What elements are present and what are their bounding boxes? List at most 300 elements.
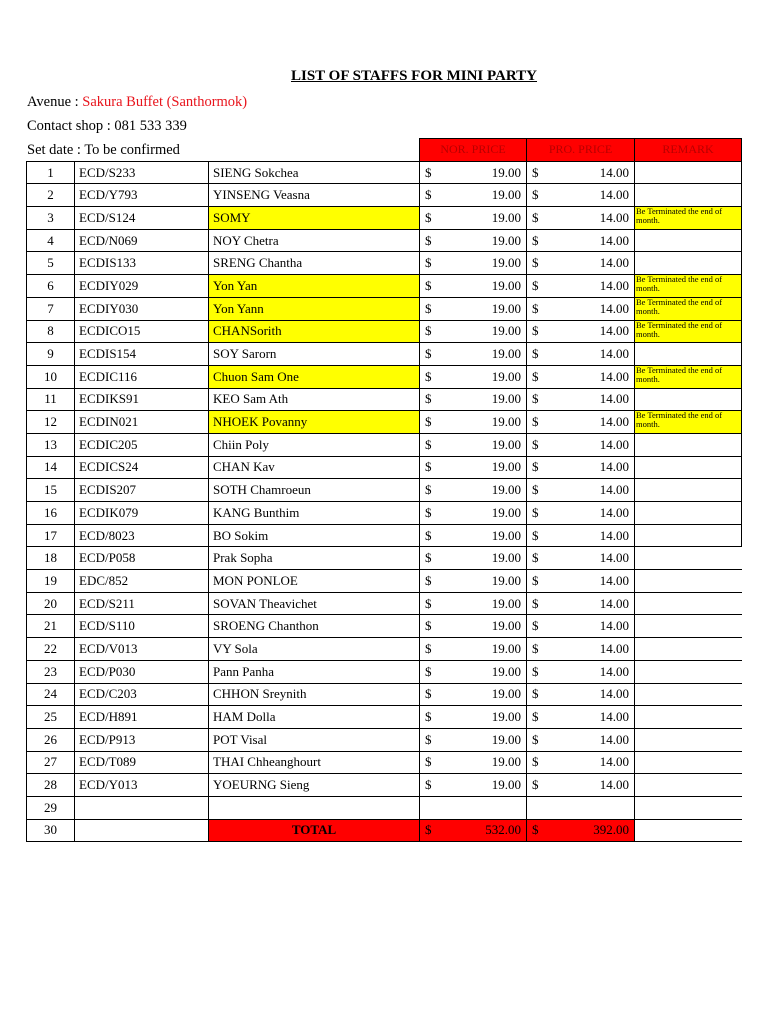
nor-price-cell xyxy=(420,638,527,661)
nor-price-cell xyxy=(420,343,527,366)
remark-cell: Be Terminated the end of month. xyxy=(635,411,742,434)
currency-symbol: $ xyxy=(532,323,539,339)
remark-cell xyxy=(635,706,742,729)
currency-symbol: $ xyxy=(532,187,539,203)
nor-price-cell xyxy=(420,592,527,615)
blank-cell xyxy=(75,139,209,162)
amount: 14.00 xyxy=(599,550,629,566)
amount: 14.00 xyxy=(599,346,629,362)
amount: 392.00 xyxy=(593,822,629,838)
row-number: 26 xyxy=(27,728,75,751)
pro-price-cell xyxy=(527,456,635,479)
amount: 19.00 xyxy=(491,187,521,203)
amount: 19.00 xyxy=(491,323,521,339)
row-number: 1 xyxy=(27,161,75,184)
row-number: 18 xyxy=(27,547,75,570)
staff-code: ECDICS24 xyxy=(75,456,209,479)
remark-cell: Be Terminated the end of month. xyxy=(635,320,742,343)
table-row xyxy=(27,615,742,638)
nor-price-cell xyxy=(420,275,527,298)
staff-code: ECDIS133 xyxy=(75,252,209,275)
currency-symbol: $ xyxy=(532,504,539,520)
currency-symbol: $ xyxy=(425,754,432,770)
amount: 19.00 xyxy=(491,777,521,793)
currency-symbol: $ xyxy=(532,709,539,725)
amount: 19.00 xyxy=(491,663,521,679)
row-number: 22 xyxy=(27,638,75,661)
table-row xyxy=(27,297,742,320)
remark-cell xyxy=(635,388,742,411)
staff-name: SOTH Chamroeun xyxy=(209,479,420,502)
pro-price-cell xyxy=(527,252,635,275)
amount: 14.00 xyxy=(599,709,629,725)
table-row xyxy=(27,592,742,615)
table-row xyxy=(27,479,742,502)
pro-price-cell xyxy=(527,365,635,388)
remark-cell xyxy=(635,592,742,615)
amount: 14.00 xyxy=(599,323,629,339)
table-row xyxy=(27,683,742,706)
table-row xyxy=(27,161,742,184)
row-number: 16 xyxy=(27,502,75,525)
currency-symbol: $ xyxy=(532,686,539,702)
staff-name: KEO Sam Ath xyxy=(209,388,420,411)
pro-price-cell xyxy=(527,502,635,525)
staff-name: NOY Chetra xyxy=(209,229,420,252)
row-number: 29 xyxy=(27,796,75,819)
table-row xyxy=(27,229,742,252)
table-row xyxy=(27,524,742,547)
staff-name: CHAN Kav xyxy=(209,456,420,479)
nor-price-cell xyxy=(420,252,527,275)
currency-symbol: $ xyxy=(425,414,432,430)
nor-price-cell xyxy=(420,297,527,320)
currency-symbol: $ xyxy=(532,595,539,611)
table-row xyxy=(27,320,742,343)
staff-code: ECDICO15 xyxy=(75,320,209,343)
row-number: 19 xyxy=(27,570,75,593)
currency-symbol: $ xyxy=(425,323,432,339)
table-row xyxy=(27,502,742,525)
table-row xyxy=(27,388,742,411)
row-number: 20 xyxy=(27,592,75,615)
currency-symbol: $ xyxy=(532,414,539,430)
row-number: 10 xyxy=(27,365,75,388)
staff-name: Pann Panha xyxy=(209,660,420,683)
remark-cell xyxy=(635,161,742,184)
amount: 14.00 xyxy=(599,164,629,180)
staff-name: NHOEK Povanny xyxy=(209,411,420,434)
total-nor-price xyxy=(420,819,527,842)
table-row xyxy=(27,456,742,479)
pro-price-cell xyxy=(527,751,635,774)
currency-symbol: $ xyxy=(532,255,539,271)
remark-cell xyxy=(635,229,742,252)
table-row xyxy=(27,275,742,298)
staff-code: ECD/H891 xyxy=(75,706,209,729)
staff-name: Chiin Poly xyxy=(209,433,420,456)
remark-cell xyxy=(635,252,742,275)
amount: 19.00 xyxy=(491,572,521,588)
amount: 14.00 xyxy=(599,187,629,203)
row-number: 21 xyxy=(27,615,75,638)
nor-price-cell xyxy=(420,184,527,207)
avenue-line xyxy=(27,94,247,111)
row-number: 4 xyxy=(27,229,75,252)
row-number: 2 xyxy=(27,184,75,207)
table-row xyxy=(27,365,742,388)
currency-symbol: $ xyxy=(532,822,539,838)
currency-symbol: $ xyxy=(532,300,539,316)
remark-cell xyxy=(635,796,742,819)
staff-code: ECD/N069 xyxy=(75,229,209,252)
staff-name: Prak Sopha xyxy=(209,547,420,570)
amount: 19.00 xyxy=(491,482,521,498)
staff-name: SOMY xyxy=(209,207,420,230)
staff-name: VY Sola xyxy=(209,638,420,661)
amount: 19.00 xyxy=(491,164,521,180)
amount: 14.00 xyxy=(599,731,629,747)
staff-name: HAM Dolla xyxy=(209,706,420,729)
staff-code: ECD/S211 xyxy=(75,592,209,615)
staff-code: ECDIY029 xyxy=(75,275,209,298)
remark-cell xyxy=(635,502,742,525)
table-row xyxy=(27,638,742,661)
total-row xyxy=(27,819,742,842)
nor-price-cell xyxy=(420,524,527,547)
pro-price-cell xyxy=(527,706,635,729)
page-title: LIST OF STAFFS FOR MINI PARTY xyxy=(290,68,538,84)
table-row xyxy=(27,774,742,797)
pro-price-cell xyxy=(527,479,635,502)
amount: 19.00 xyxy=(491,391,521,407)
pro-price-cell xyxy=(527,570,635,593)
total-pro-price xyxy=(527,819,635,842)
amount: 19.00 xyxy=(491,595,521,611)
contact-line: Contact shop : 081 533 339 xyxy=(27,118,187,134)
staff-code: ECDIK079 xyxy=(75,502,209,525)
remark-cell xyxy=(635,751,742,774)
currency-symbol: $ xyxy=(425,640,432,656)
currency-symbol: $ xyxy=(425,482,432,498)
remark-cell xyxy=(635,660,742,683)
staff-name: SIENG Sokchea xyxy=(209,161,420,184)
blank-cell xyxy=(27,139,75,162)
pro-price-header: PRO. PRICE xyxy=(527,139,635,162)
table-row xyxy=(27,751,742,774)
row-number: 14 xyxy=(27,456,75,479)
amount: 19.00 xyxy=(491,232,521,248)
row-number: 24 xyxy=(27,683,75,706)
currency-symbol: $ xyxy=(532,731,539,747)
pro-price-cell xyxy=(527,592,635,615)
staff-name: CHANSorith xyxy=(209,320,420,343)
amount: 19.00 xyxy=(491,209,521,225)
currency-symbol: $ xyxy=(532,164,539,180)
row-number: 11 xyxy=(27,388,75,411)
staff-code: ECD/C203 xyxy=(75,683,209,706)
table-row xyxy=(27,207,742,230)
pro-price-cell xyxy=(527,433,635,456)
staff-name: SOVAN Theavichet xyxy=(209,592,420,615)
currency-symbol: $ xyxy=(425,391,432,407)
amount: 19.00 xyxy=(491,550,521,566)
staff-code: ECD/V013 xyxy=(75,638,209,661)
amount: 14.00 xyxy=(599,504,629,520)
pro-price-cell xyxy=(527,297,635,320)
row-number: 25 xyxy=(27,706,75,729)
pro-price-cell xyxy=(527,547,635,570)
amount: 14.00 xyxy=(599,209,629,225)
pro-price-cell xyxy=(527,388,635,411)
currency-symbol: $ xyxy=(425,731,432,747)
remark-cell: Be Terminated the end of month. xyxy=(635,365,742,388)
remark-cell xyxy=(635,570,742,593)
table-row xyxy=(27,796,742,819)
staff-name: THAI Chheanghourt xyxy=(209,751,420,774)
currency-symbol: $ xyxy=(532,618,539,634)
staff-table xyxy=(26,138,742,842)
nor-price-cell xyxy=(420,456,527,479)
amount: 14.00 xyxy=(599,232,629,248)
staff-name: SRENG Chantha xyxy=(209,252,420,275)
amount: 19.00 xyxy=(491,686,521,702)
currency-symbol: $ xyxy=(425,663,432,679)
pro-price-cell xyxy=(527,683,635,706)
currency-symbol: $ xyxy=(425,277,432,293)
amount: 19.00 xyxy=(491,754,521,770)
currency-symbol: $ xyxy=(425,822,432,838)
pro-price-cell xyxy=(527,411,635,434)
staff-name: SROENG Chanthon xyxy=(209,615,420,638)
nor-price-cell xyxy=(420,570,527,593)
row-number: 5 xyxy=(27,252,75,275)
remark-cell xyxy=(635,547,742,570)
row-number: 30 xyxy=(27,819,75,842)
staff-code: ECD/Y793 xyxy=(75,184,209,207)
staff-code: ECDIC116 xyxy=(75,365,209,388)
row-number: 27 xyxy=(27,751,75,774)
staff-code: ECDIN021 xyxy=(75,411,209,434)
staff-name: KANG Bunthim xyxy=(209,502,420,525)
nor-price-cell xyxy=(420,751,527,774)
nor-price-cell xyxy=(420,161,527,184)
table-row xyxy=(27,570,742,593)
table-row xyxy=(27,343,742,366)
pro-price-cell xyxy=(527,229,635,252)
amount: 14.00 xyxy=(599,595,629,611)
amount: 19.00 xyxy=(491,414,521,430)
currency-symbol: $ xyxy=(532,754,539,770)
row-number: 23 xyxy=(27,660,75,683)
amount: 14.00 xyxy=(599,777,629,793)
staff-code: ECD/S233 xyxy=(75,161,209,184)
staff-code: EDC/852 xyxy=(75,570,209,593)
amount: 532.00 xyxy=(485,822,521,838)
pro-price-cell xyxy=(527,524,635,547)
pro-price-cell xyxy=(527,184,635,207)
currency-symbol: $ xyxy=(425,504,432,520)
table-row xyxy=(27,728,742,751)
currency-symbol: $ xyxy=(425,255,432,271)
staff-name: Chuon Sam One xyxy=(209,365,420,388)
pro-price-cell xyxy=(527,728,635,751)
remark-cell: Be Terminated the end of month. xyxy=(635,207,742,230)
currency-symbol: $ xyxy=(425,572,432,588)
amount: 19.00 xyxy=(491,436,521,452)
nor-price-cell xyxy=(420,365,527,388)
table-row xyxy=(27,184,742,207)
staff-code: ECD/P913 xyxy=(75,728,209,751)
currency-symbol: $ xyxy=(425,436,432,452)
pro-price-cell xyxy=(527,207,635,230)
row-number: 17 xyxy=(27,524,75,547)
currency-symbol: $ xyxy=(425,187,432,203)
currency-symbol: $ xyxy=(532,777,539,793)
currency-symbol: $ xyxy=(425,777,432,793)
staff-name: MON PONLOE xyxy=(209,570,420,593)
currency-symbol: $ xyxy=(425,164,432,180)
currency-symbol: $ xyxy=(425,346,432,362)
remark-cell xyxy=(635,479,742,502)
table-row xyxy=(27,706,742,729)
amount: 19.00 xyxy=(491,255,521,271)
currency-symbol: $ xyxy=(425,300,432,316)
staff-code: ECD/8023 xyxy=(75,524,209,547)
row-number: 28 xyxy=(27,774,75,797)
nor-price-cell xyxy=(420,433,527,456)
remark-cell xyxy=(635,524,742,547)
pro-price-cell xyxy=(527,275,635,298)
amount: 14.00 xyxy=(599,255,629,271)
amount: 19.00 xyxy=(491,527,521,543)
currency-symbol: $ xyxy=(425,459,432,475)
avenue-label: Avenue : xyxy=(27,94,83,110)
nor-price-cell xyxy=(420,388,527,411)
remark-cell xyxy=(635,343,742,366)
pro-price-cell xyxy=(527,796,635,819)
currency-symbol: $ xyxy=(532,482,539,498)
row-number: 15 xyxy=(27,479,75,502)
avenue-value: Sakura Buffet (Santhormok) xyxy=(82,94,248,110)
staff-name: Yon Yann xyxy=(209,297,420,320)
row-number: 13 xyxy=(27,433,75,456)
row-number: 8 xyxy=(27,320,75,343)
amount: 14.00 xyxy=(599,459,629,475)
table-row xyxy=(27,660,742,683)
table-row xyxy=(27,433,742,456)
row-number: 9 xyxy=(27,343,75,366)
staff-code: ECD/P030 xyxy=(75,660,209,683)
nor-price-cell xyxy=(420,796,527,819)
currency-symbol: $ xyxy=(532,640,539,656)
blank-cell xyxy=(635,819,742,842)
amount: 14.00 xyxy=(599,482,629,498)
set-date-line: Set date : To be confirmed xyxy=(27,142,180,158)
blank-cell xyxy=(209,139,420,162)
amount: 19.00 xyxy=(491,640,521,656)
currency-symbol: $ xyxy=(532,346,539,362)
remark-cell xyxy=(635,638,742,661)
currency-symbol: $ xyxy=(425,232,432,248)
nor-price-header: NOR. PRICE xyxy=(420,139,527,162)
staff-code: ECDIKS91 xyxy=(75,388,209,411)
amount: 19.00 xyxy=(491,346,521,362)
staff-code: ECD/Y013 xyxy=(75,774,209,797)
nor-price-cell xyxy=(420,411,527,434)
currency-symbol: $ xyxy=(532,232,539,248)
currency-symbol: $ xyxy=(425,209,432,225)
row-number: 12 xyxy=(27,411,75,434)
amount: 14.00 xyxy=(599,391,629,407)
currency-symbol: $ xyxy=(532,550,539,566)
staff-code: ECDIS154 xyxy=(75,343,209,366)
staff-table-body xyxy=(27,139,742,842)
currency-symbol: $ xyxy=(532,391,539,407)
remark-cell xyxy=(635,728,742,751)
staff-code: ECDIS207 xyxy=(75,479,209,502)
amount: 19.00 xyxy=(491,277,521,293)
row-number: 7 xyxy=(27,297,75,320)
nor-price-cell xyxy=(420,502,527,525)
header-row xyxy=(27,139,742,162)
currency-symbol: $ xyxy=(425,618,432,634)
currency-symbol: $ xyxy=(532,436,539,452)
currency-symbol: $ xyxy=(425,550,432,566)
pro-price-cell xyxy=(527,615,635,638)
remark-header: REMARK xyxy=(635,139,742,162)
pro-price-cell xyxy=(527,343,635,366)
staff-name: POT Visal xyxy=(209,728,420,751)
nor-price-cell xyxy=(420,207,527,230)
currency-symbol: $ xyxy=(532,527,539,543)
currency-symbol: $ xyxy=(425,368,432,384)
amount: 14.00 xyxy=(599,686,629,702)
amount: 14.00 xyxy=(599,436,629,452)
currency-symbol: $ xyxy=(425,527,432,543)
nor-price-cell xyxy=(420,615,527,638)
currency-symbol: $ xyxy=(425,595,432,611)
nor-price-cell xyxy=(420,728,527,751)
remark-cell xyxy=(635,683,742,706)
nor-price-cell xyxy=(420,660,527,683)
amount: 19.00 xyxy=(491,368,521,384)
amount: 14.00 xyxy=(599,663,629,679)
currency-symbol: $ xyxy=(532,277,539,293)
pro-price-cell xyxy=(527,660,635,683)
amount: 19.00 xyxy=(491,618,521,634)
remark-cell xyxy=(635,456,742,479)
nor-price-cell xyxy=(420,547,527,570)
amount: 19.00 xyxy=(491,709,521,725)
amount: 14.00 xyxy=(599,277,629,293)
amount: 14.00 xyxy=(599,527,629,543)
staff-code: ECD/P058 xyxy=(75,547,209,570)
currency-symbol: $ xyxy=(532,572,539,588)
currency-symbol: $ xyxy=(532,459,539,475)
nor-price-cell xyxy=(420,229,527,252)
total-label: TOTAL xyxy=(209,819,420,842)
remark-cell xyxy=(635,184,742,207)
remark-cell: Be Terminated the end of month. xyxy=(635,297,742,320)
currency-symbol: $ xyxy=(532,209,539,225)
staff-code: ECD/T089 xyxy=(75,751,209,774)
staff-code xyxy=(75,796,209,819)
staff-name: YOEURNG Sieng xyxy=(209,774,420,797)
pro-price-cell xyxy=(527,774,635,797)
staff-name xyxy=(209,796,420,819)
staff-name: SOY Sarorn xyxy=(209,343,420,366)
